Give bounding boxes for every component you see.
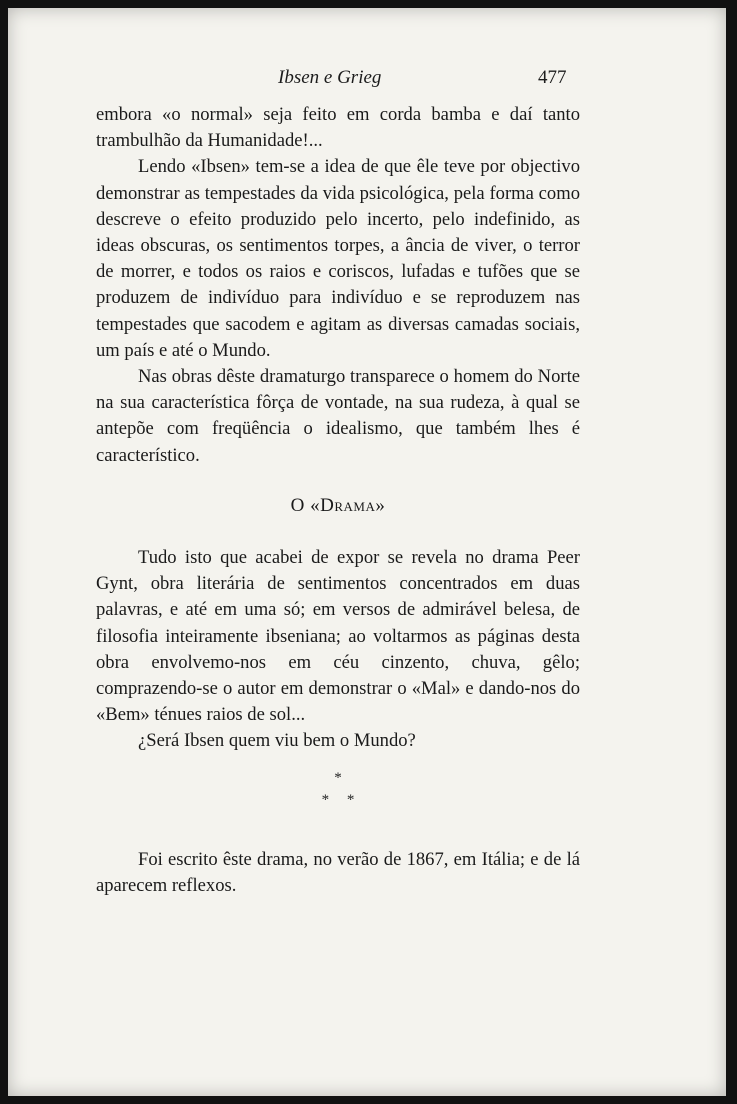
page-header xyxy=(8,63,726,93)
section-heading-word: Drama xyxy=(320,494,376,516)
paragraph: Tudo isto que acabei de expor se revela no drama Peer Gynt, obra literária de sentimentos concentrados em duas palavras, e até em uma só; em versos de admirável belesa, de filosofia inteiramente ibseniana; ao voltarmos as páginas desta obra envolvemo-nos em céu cinzento, chuva, gêlo; comprazendo-se o autor em demonstrar o «Mal» e dando-nos do «Bem» ténues raios de sol... xyxy=(96,547,580,726)
section-heading-prefix: O « xyxy=(290,494,321,516)
running-head: Ibsen e Grieg xyxy=(278,67,382,88)
page-number: 477 xyxy=(538,67,567,88)
book-page xyxy=(8,8,726,1096)
paragraph: Foi escrito êste drama, no verão de 1867, em Itália; e de lá aparecem reflexos. xyxy=(96,848,580,896)
asterism-bottom: * * xyxy=(321,791,355,808)
paragraph-continuation: embora «o normal» seja feito em corda bamba e daí tanto trambulhão da Humanidade!... xyxy=(96,104,580,152)
paragraph-question: ¿Será Ibsen quem viu bem o Mundo? xyxy=(138,730,416,752)
section-heading-suffix: » xyxy=(375,494,386,516)
asterism-top: * xyxy=(334,769,342,786)
paragraph: Nas obras dêste dramaturgo transparece o homem do Norte na sua característica fôrça de vontade, na sua rudeza, à qual se antepõe com freqüência o idealismo, que também lhes é característico. xyxy=(96,366,580,466)
page-body xyxy=(96,102,580,899)
paragraph: Lendo «Ibsen» tem-se a idea de que êle teve por objectivo demonstrar as tempestades da vida psicológica, pela forma como descreve o efeito produzido pelo incerto, pelo indefinido, as ideas obscuras, os sentimentos torpes, a ância de viver, o terror de morrer, e todos os raios e coriscos, lufadas e tufões que se produzem de indivíduo para indivíduo e se reproduzem nas tempestades que sacodem e agitam as diversas camadas sociais, um país e até o Mundo. xyxy=(96,156,580,361)
section-heading xyxy=(96,493,580,519)
